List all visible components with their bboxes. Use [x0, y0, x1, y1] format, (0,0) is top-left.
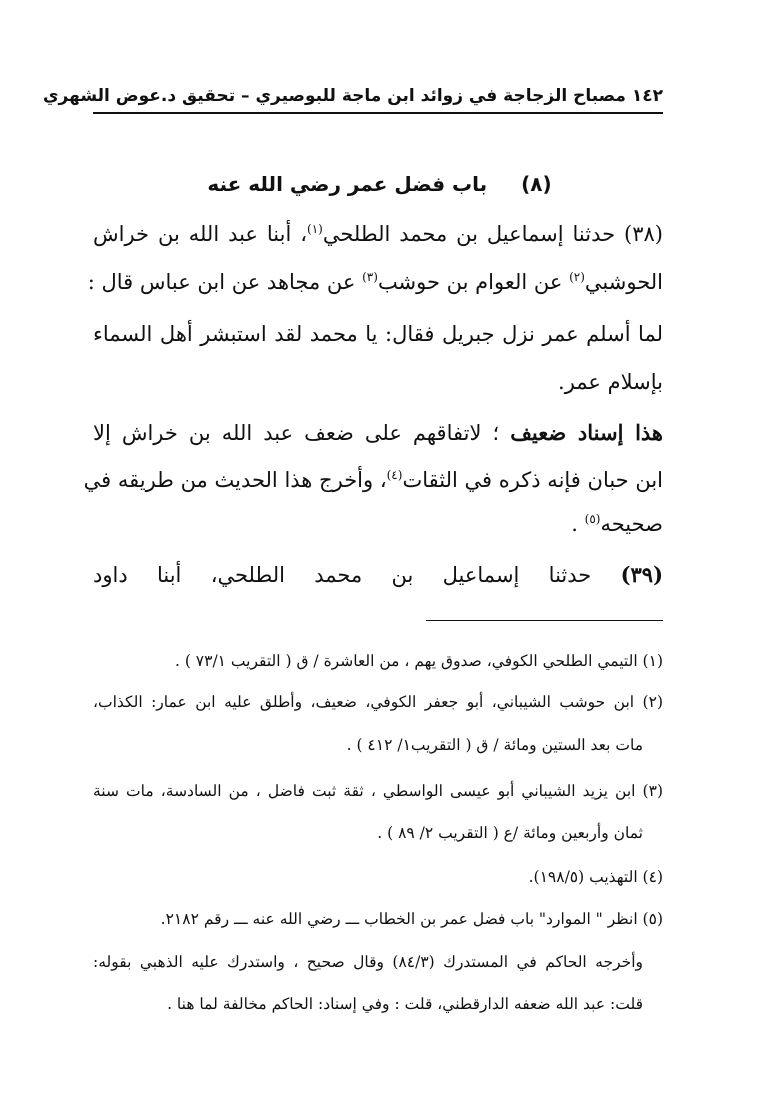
running-head: ١٤٢ مصباح الزجاجة في زوائد ابن ماجة للبوصيري – تحقيق د.عوض الشهري [42, 86, 663, 106]
footnote-2-line-1: (٢) ابن حوشب الشيباني، أبو جعفر الكوفي، ضعيف، وأطلق عليه ابن عمار: الكذاب، [93, 693, 663, 711]
footnote-3-line-1: (٣) ابن يزيد الشيباني أبو عيسى الواسطي ، ثقة ثبت فاضل ، من السادسة، مات سنة [93, 782, 663, 800]
text-run: الحوشبي [584, 270, 663, 294]
chapter-number: (٨) [521, 172, 552, 196]
chapter-heading [0, 172, 759, 196]
text-run: ، أبنا عبد الله بن خراش [93, 222, 307, 246]
text-run: حدثنا إسماعيل بن محمد الطلحي، أبنا داود [93, 563, 621, 587]
text-run: . [571, 512, 585, 536]
hadith-38-line-2 [87, 270, 663, 294]
hadith-38-line-3: لما أسلم عمر نزل جبريل فقال: يا محمد لقد استبشر أهل السماء [93, 322, 663, 346]
text-run: (٣٨) حدثنا إسماعيل بن محمد الطلحي [322, 222, 663, 246]
header-rule [93, 112, 663, 114]
text-run: ؛ لاتفاقهم على ضعف عبد الله بن خراش إلا [93, 421, 511, 445]
footnote-4: (٤) التهذيب (١٩٨/٥). [528, 868, 663, 886]
footnote-3-line-2: ثمان وأربعين ومائة /ع ( التقريب ٢/ ٨٩ ) . [377, 824, 643, 842]
hadith-number: (٣٩) [620, 562, 663, 587]
footnote-ref-1[interactable]: (١) [307, 222, 323, 236]
text-run: صحيحه [600, 512, 663, 536]
footnote-5-line-2: وأخرجه الحاكم في المستدرك (٨٤/٣) وقال صحيح ، واستدرك عليه الذهبي بقوله: [93, 953, 643, 971]
footnote-ref-3[interactable]: (٣) [362, 270, 378, 284]
footnote-ref-2[interactable]: (٢) [569, 270, 585, 284]
grading-line-1 [93, 420, 663, 445]
footnote-ref-4[interactable]: (٤) [386, 468, 403, 482]
text-run: عن مجاهد عن ابن عباس قال : [87, 270, 363, 294]
footnote-2-line-2: مات بعد الستين ومائة / ق ( التقريب١/ ٤١٢ ) . [346, 736, 643, 754]
grading-label: هذا إسناد ضعيف [510, 420, 664, 445]
footnote-separator [426, 620, 663, 621]
grading-line-2 [83, 468, 663, 492]
chapter-title: باب فضل عمر رضي الله عنه [207, 172, 488, 196]
hadith-38-line-4: بإسلام عمر. [558, 370, 663, 394]
footnote-1: (١) التيمي الطلحي الكوفي، صدوق يهم ، من العاشرة / ق ( التقريب ٧٣/١ ) . [174, 652, 663, 670]
grading-line-3 [93, 512, 663, 536]
hadith-38-line-1 [93, 222, 663, 246]
footnote-ref-5[interactable]: (٥) [584, 512, 601, 526]
text-run: ، وأخرج هذا الحديث من طريقه في [83, 468, 387, 492]
text-run: عن العوام بن حوشب [377, 270, 570, 294]
text-run: ابن حبان فإنه ذكره في الثقات [402, 468, 663, 492]
hadith-39-line-1 [93, 562, 663, 587]
footnote-5-line-3: قلت: عبد الله ضعفه الدارقطني، قلت : وفي إسناد: الحاكم مخالفة لما هنا . [167, 995, 643, 1013]
footnote-5-line-1: (٥) انظر " الموارد" باب فضل عمر بن الخطاب ـــ رضي الله عنه ـــ رقم ٢١٨٢. [160, 910, 663, 928]
